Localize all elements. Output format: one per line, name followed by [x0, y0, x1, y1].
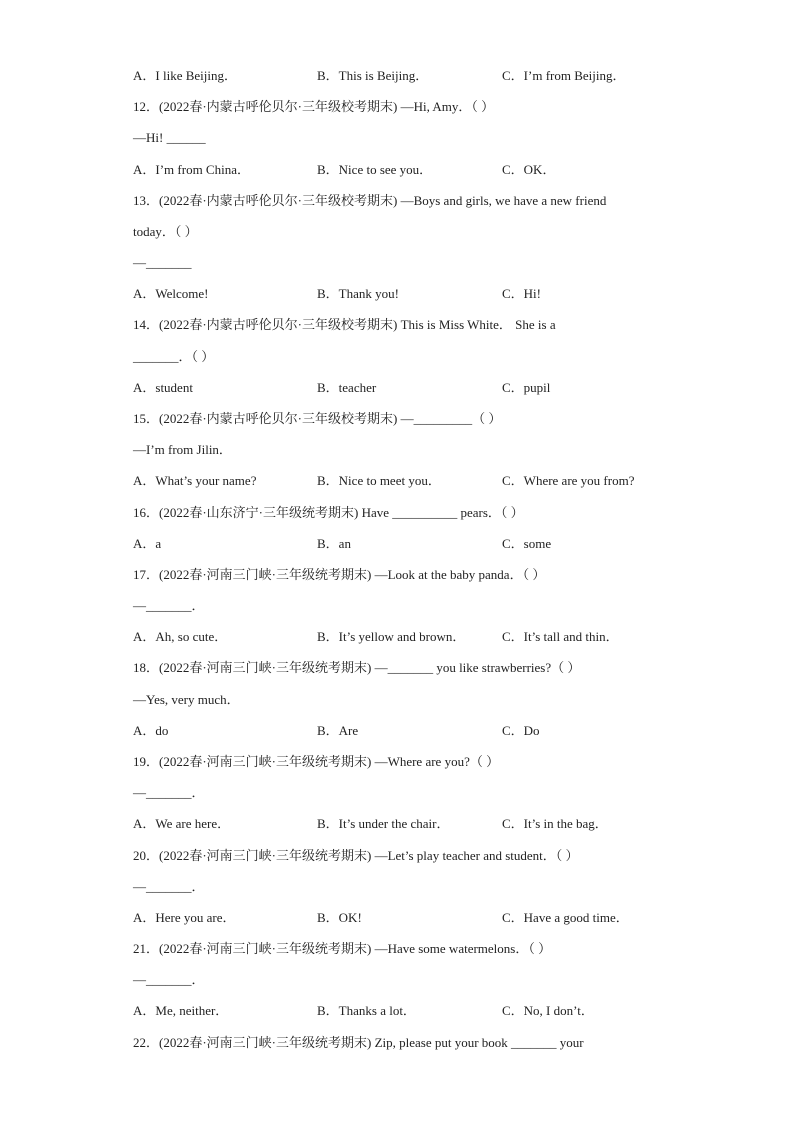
question-text: —_______．	[133, 785, 205, 801]
question-text: 18．(2022春·河南三门峡·三年级统考期末) —_______ you like strawberries?（ ）	[133, 660, 581, 676]
question-text: —Hi! ______	[133, 130, 206, 146]
question-text: 22．(2022春·河南三门峡·三年级统考期末) Zip, please put your book _______ your	[133, 1034, 584, 1050]
question-text: 14．(2022春·内蒙古呼伦贝尔·三年级校考期末) This is Miss White． She is a	[133, 317, 556, 333]
option-a: A．I’m from China．	[133, 161, 250, 177]
option-c: C．No, I don’t．	[502, 1003, 594, 1019]
option-c: C．Have a good time．	[502, 909, 629, 925]
option-b: B．Thank you!	[317, 286, 399, 302]
question-text: —Yes, very much．	[133, 691, 240, 707]
question-text: —_______．	[133, 598, 205, 614]
option-b: B．Are	[317, 722, 359, 738]
option-a: A．student	[133, 379, 193, 395]
option-c: C．It’s tall and thin．	[502, 629, 619, 645]
option-b: B．Nice to meet you．	[317, 473, 441, 489]
option-c: C．I’m from Beijing．	[502, 68, 626, 83]
option-a: A．do	[133, 722, 169, 738]
option-b: B．OK!	[317, 909, 362, 925]
option-c: C．Where are you from?	[502, 473, 635, 489]
option-c: C．Do	[502, 722, 540, 738]
question-text: —_______	[133, 255, 192, 271]
option-b: B．Nice to see you．	[317, 161, 433, 177]
question-text: 15．(2022春·内蒙古呼伦贝尔·三年级校考期末) —_________（ ）	[133, 411, 502, 426]
option-a: A．Ah, so cute．	[133, 629, 228, 645]
option-a: A．I like Beijing．	[133, 68, 237, 83]
option-b: B．Thanks a lot．	[317, 1003, 416, 1019]
question-text: 16．(2022春·山东济宁·三年级统考期末) Have __________ pears．（ ）	[133, 504, 524, 520]
question-text: 12．(2022春·内蒙古呼伦贝尔·三年级校考期末) —Hi, Amy．（ ）	[133, 99, 495, 115]
option-a: A．a	[133, 535, 162, 551]
option-b: B．an	[317, 535, 351, 551]
question-text: —_______．	[133, 972, 205, 988]
question-text: 13．(2022春·内蒙古呼伦贝尔·三年级校考期末) —Boys and girls, we have a new friend	[133, 192, 607, 208]
option-a: A．Welcome!	[133, 286, 209, 302]
question-text: —_______．	[133, 878, 205, 894]
question-text: 21．(2022春·河南三门峡·三年级统考期末) —Have some watermelons．（ ）	[133, 941, 552, 956]
question-text: 19．(2022春·河南三门峡·三年级统考期末) —Where are you?（ ）	[133, 754, 500, 769]
option-b: B．It’s under the chair．	[317, 816, 450, 832]
question-text: today．（ ）	[133, 223, 198, 239]
option-c: C．It’s in the bag．	[502, 816, 608, 832]
option-c: C．some	[502, 535, 552, 551]
question-text: _______．（ ）	[133, 348, 215, 364]
option-b: B．This is Beijing．	[317, 68, 429, 83]
option-c: C．pupil	[502, 379, 551, 395]
question-text: 20．(2022春·河南三门峡·三年级统考期末) —Let’s play teacher and student．（ ）	[133, 847, 579, 863]
option-a: A．What’s your name?	[133, 473, 257, 489]
option-c: C．OK．	[502, 161, 556, 177]
option-a: A．Here you are．	[133, 909, 236, 925]
question-text: —I’m from Jilin．	[133, 442, 232, 458]
option-a: A．Me, neither．	[133, 1003, 229, 1019]
option-b: B．teacher	[317, 379, 377, 395]
option-a: A．We are here．	[133, 816, 231, 832]
option-c: C．Hi!	[502, 286, 542, 302]
question-text: 17．(2022春·河南三门峡·三年级统考期末) —Look at the baby panda．（ ）	[133, 566, 546, 582]
option-b: B．It’s yellow and brown．	[317, 629, 466, 645]
